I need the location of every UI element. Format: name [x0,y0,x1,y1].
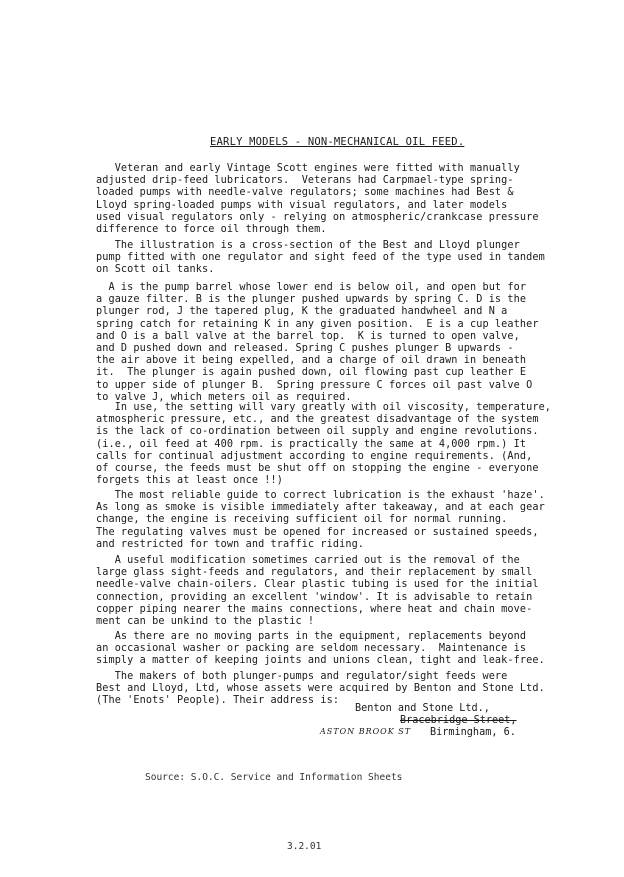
paragraph-maintenance [96,631,624,668]
text-line: As there are no moving parts in the equipment, replacements beyond [96,631,527,642]
text-line: The most reliable guide to correct lubrication is the exhaust 'haze'. [96,490,545,501]
address-line-struck: Bracebridge Street, [400,715,517,726]
text-line: spring catch for retaining K in any given position. E is a cup leather [96,318,539,330]
text-line: atmospheric pressure, etc., and the greatest disadvantage of the system [96,414,539,426]
address-line-city: Birmingham, 6. [430,727,516,738]
text-line: The regulating valves must be opened for increased or sustained speeds, [96,526,539,538]
text-line: ment can be unkind to the plastic ! [96,616,315,628]
text-line: and D pushed down and released. Spring C pushes plunger B upwards - [96,343,514,355]
text-line: Best and Lloyd, Ltd, whose assets were acquired by Benton and Stone Ltd. [96,683,545,695]
text-line: and O is a ball valve at the barrel top. K is turned to open valve, [96,330,520,342]
text-line: of course, the feeds must be shut off on stopping the engine - everyone [96,463,539,475]
document-heading: EARLY MODELS - NON-MECHANICAL OIL FEED. [210,136,465,148]
text-line: plunger rod, J the tapered plug, K the graduated handwheel and N a [96,306,508,318]
text-line: needle-valve chain-oilers. Clear plastic tubing is used for the initial [96,579,539,591]
text-line: connection, providing an excellent 'window'. It is advisable to retain [96,591,533,603]
text-line: calls for continual adjustment according to engine requirements. (And, [96,450,533,462]
paragraph-usage [96,402,624,487]
text-line: simply a matter of keeping joints and unions clean, tight and leak-free. [96,655,545,667]
text-line: Veteran and early Vintage Scott engines were fitted with manually [96,163,520,174]
text-line: large glass sight-feeds and regulators, and their replacement by small [96,567,533,579]
text-line: (i.e., oil feed at 400 rpm. is practically the same at 4,000 rpm.) It [96,438,527,450]
paragraph-illustration [96,240,624,277]
text-line: Lloyd spring-loaded pumps with visual regulators, and later models [96,199,508,211]
paragraph-intro [96,163,624,236]
page-number: 3.2.01 [287,841,322,852]
text-line: used visual regulators only - relying on atmospheric/crankcase pressure [96,211,539,223]
text-line: adjusted drip-feed lubricators. Veterans had Carpmael-type spring- [96,175,514,187]
text-line: A is the pump barrel whose lower end is below oil, and open but for [96,282,527,293]
text-line: A useful modification sometimes carried out is the removal of the [96,555,520,566]
text-line: difference to force oil through them. [96,224,327,236]
text-line: to upper side of plunger B. Spring pressure C forces oil past valve O [96,379,533,391]
paragraph-parts [96,282,624,404]
text-line: (The 'Enots' People). Their address is: [96,695,340,707]
text-line: pump fitted with one regulator and sight feed of the type used in tandem [96,252,545,264]
text-line: copper piping nearer the mains connections, where heat and chain move- [96,603,533,615]
text-line: the air above it being expelled, and a charge of oil drawn in beneath [96,355,527,367]
text-line: forgets this at least once !!) [96,475,284,487]
text-line: to valve J, which meters oil as required. [96,391,352,403]
paragraph-guide [96,490,624,551]
paragraph-modification [96,555,624,628]
source-note: Source: S.O.C. Service and Information Sheets [145,772,403,783]
text-line: The makers of both plunger-pumps and regulator/sight feeds were [96,671,508,682]
text-line: change, the engine is receiving sufficient oil for normal running. [96,514,508,526]
text-line: an occasional washer or packing are seldom necessary. Maintenance is [96,643,527,655]
text-line: In use, the setting will vary greatly with oil viscosity, temperature, [96,402,552,413]
text-line: As long as smoke is visible immediately after takeaway, and at each gear [96,502,545,514]
handwritten-correction: ASTON BROOK ST [320,727,412,736]
text-line: it. The plunger is again pushed down, oil flowing past cup leather E [96,367,527,379]
text-line: The illustration is a cross-section of the Best and Lloyd plunger [96,240,520,251]
text-line: on Scott oil tanks. [96,264,215,276]
text-line: a gauze filter. B is the plunger pushed upwards by spring C. D is the [96,294,527,306]
address-line-company: Benton and Stone Ltd., [355,703,490,714]
text-line: and restricted for town and traffic riding. [96,538,365,550]
text-line: loaded pumps with needle-valve regulators; some machines had Best & [96,187,514,199]
text-line: is the lack of co-ordination between oil supply and engine revolutions. [96,426,539,438]
